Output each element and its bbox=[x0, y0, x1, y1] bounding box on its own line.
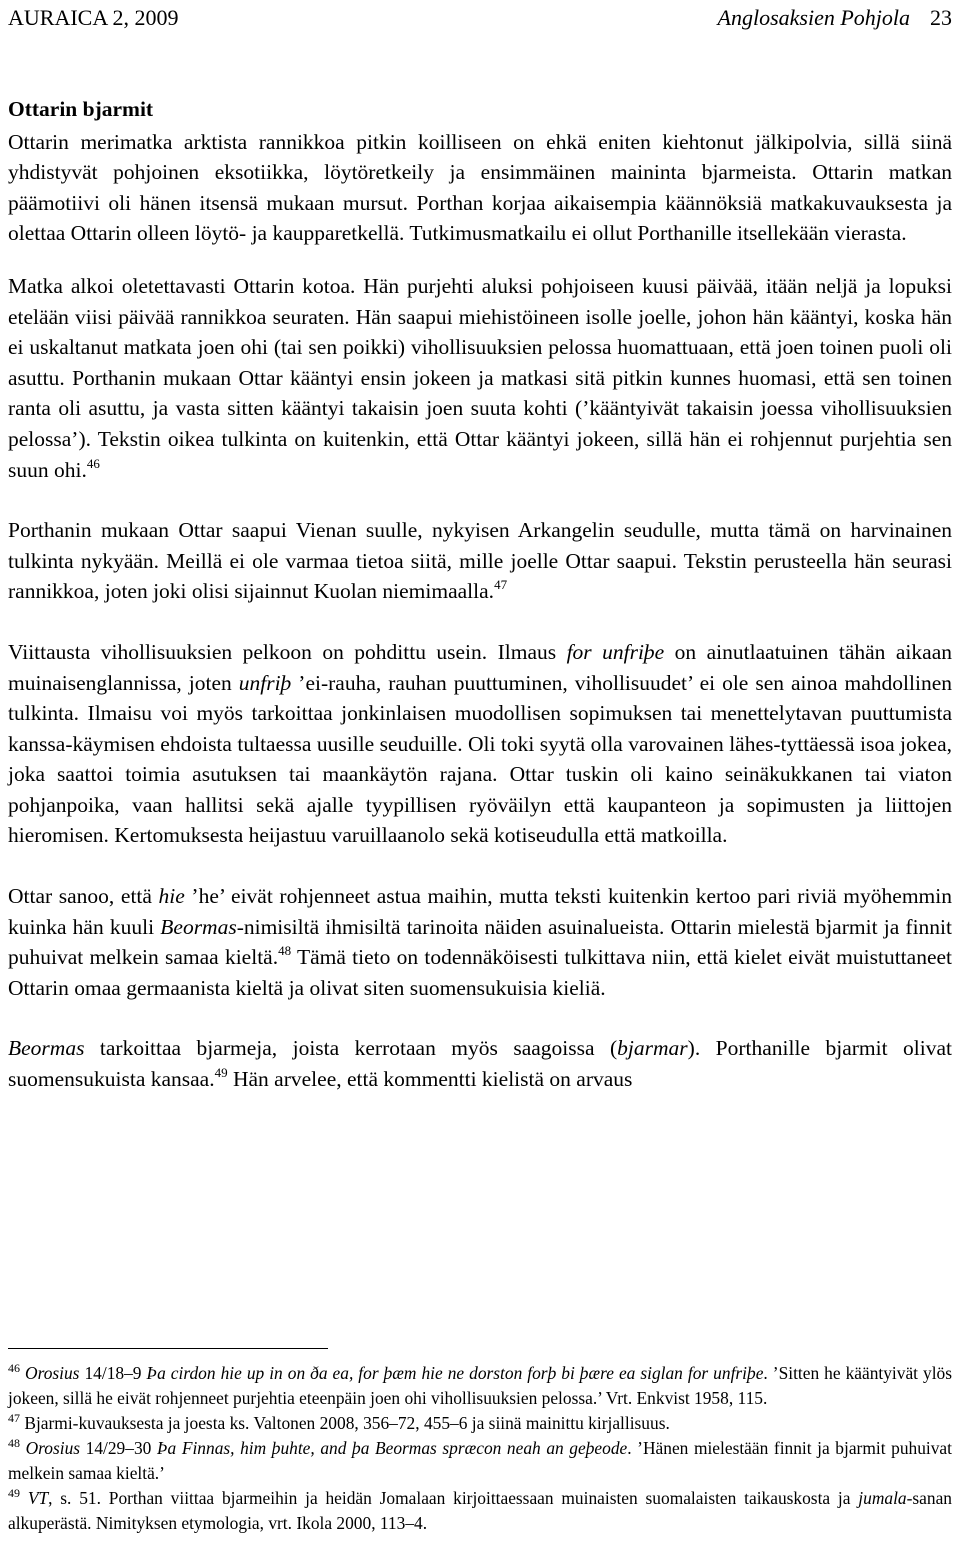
footnote-number: 49 bbox=[8, 1486, 20, 1500]
article-body bbox=[8, 94, 952, 1095]
footnote-quote: Þa Finnas, him þuhte, and þa Beormas spræcon neah an geþeode bbox=[156, 1438, 628, 1458]
footnote-text: . ’Hänen mielestään finnit ja bjarmit puhuivat melkein samaa kieltä.’ bbox=[8, 1438, 952, 1483]
paragraph-2 bbox=[8, 271, 952, 485]
paragraph-3-text: Porthanin mukaan Ottar saapui Vienan suulle, nykyisen Arkangelin seudulle, mutta tämä on harvinainen tulkinta nykyään. Meillä ei ole varmaa tietoa siitä, mille joelle Ottar saapui. Tekstin perusteella hän seurasi rannikkoa, joten joki olisi sijainnut Kuolan niemimaalla. bbox=[8, 518, 952, 604]
footnote-source: Orosius bbox=[25, 1363, 80, 1383]
footnote-text: Bjarmi-kuvauksesta ja joesta ks. Valtonen 2008, 356–72, 455–6 ja siinä mainittu kirjallisuus. bbox=[20, 1413, 670, 1433]
footnote-text: 14/29–30 bbox=[80, 1438, 157, 1458]
journal-name: AURAICA 2, 2009 bbox=[8, 5, 179, 30]
footnote-text: 14/18–9 bbox=[79, 1363, 147, 1383]
paragraph-3 bbox=[8, 515, 952, 607]
footnote-ref-49[interactable]: 49 bbox=[214, 1065, 228, 1081]
paragraph-5-text: -nimisiltä ihmisiltä tarinoita näiden asuinalueista. Ottarin mielestä bjarmit ja finnit puhuivat melkein samaa kieltä. bbox=[8, 914, 952, 970]
footnote-49 bbox=[8, 1486, 952, 1536]
footnote-47 bbox=[8, 1411, 952, 1436]
footnote-separator bbox=[8, 1348, 328, 1349]
footnote-ref-48[interactable]: 48 bbox=[278, 943, 292, 959]
paragraph-6-text: ). Porthanille bjarmit olivat suomensukuista kansaa. bbox=[8, 1036, 952, 1092]
paragraph-4-text: on ainutlaatuinen tähän aikaan muinaisenglannissa, joten bbox=[8, 639, 952, 695]
footnote-source: Orosius bbox=[25, 1438, 81, 1458]
term-bjarmar: bjarmar bbox=[617, 1036, 688, 1061]
term-beormas: Beormas bbox=[8, 1036, 85, 1061]
footnote-text: -sanan alkuperästä. Nimityksen etymologia, vrt. Ikola 2000, 113–4. bbox=[8, 1488, 952, 1533]
term-beormas: Beormas bbox=[160, 914, 237, 939]
footnote-number: 48 bbox=[8, 1436, 20, 1450]
term-hie: hie bbox=[158, 884, 185, 909]
footnote-term: jumala bbox=[858, 1488, 907, 1508]
footnote-ref-47[interactable]: 47 bbox=[494, 577, 508, 593]
footnote-46 bbox=[8, 1361, 952, 1411]
paragraph-6 bbox=[8, 1033, 952, 1094]
paragraph-6-text: Hän arvelee, että kommentti kielistä on arvaus bbox=[227, 1067, 633, 1092]
paragraph-5-text: ’he’ eivät rohjenneet astua maihin, mutta teksti kuitenkin kertoo pari riviä myöhemmin kuinka hän kuuli bbox=[8, 884, 952, 939]
paragraph-4-text: ’ei-rauha, rauhan puuttuminen, vihollisuudet’ ei ole sen ainoa mahdollinen tulkinta. Ilmaisu voi myös tarkoittaa jonkinlaisen muodollisen sopimuksen tai menettelytavan puuttumista kanssa-käymisen ehdoista tultaessa uusille seuduille. Oli toki syytä olla varovainen lähes-tyttäessä isoa jokea, joka saattoi toimia asutuksen tai maankäytön rajana. Ottar tuskin oli kaino seinäkukkanen tai viaton pohjanpoika, vaan hallitsi sekä ajalle tyypillisen ryöväilyn että kaupanteon ja sopimusten ja liittojen hieromisen. Kertomuksesta heijastuu varuillaanolo sekä kotiseudulla että matkoilla. bbox=[8, 670, 952, 848]
paragraph-4 bbox=[8, 637, 952, 851]
paragraph-4-text: Viittausta vihollisuuksien pelkoon on pohdittu usein. Ilmaus bbox=[8, 639, 567, 664]
section-title: Ottarin bjarmit bbox=[8, 97, 154, 121]
footnotes bbox=[8, 1361, 952, 1536]
footnote-number: 47 bbox=[8, 1411, 20, 1425]
paragraph-2-text: Matka alkoi oletettavasti Ottarin kotoa. Hän purjehti aluksi pohjoiseen kuusi päivää, itään neljä ja lopuksi etelään viisi päivää rannikkoa seuraten. Hän saapui miehistöineen isolle joelle, johon hän kääntyi, koska hän ei uskaltanut matkata joen ohi (tai sen poikki) vihollisuuksien pelossa huomattuaan, että joen toinen puoli oli asuttu. Porthanin mukaan Ottar kääntyi ensin jokeen ja matkasi sitä pitkin kunnes huomasi, että sen toinen ranta oli asuttu, ja vasta sitten kääntyi takaisin joen suuta kohti (’kääntyivät takaisin joessa vihollisuuksien pelossa’). Tekstin oikea tulkinta on kuitenkin, että Ottar kääntyi jokeen, sillä hän ei rohjennut purjehtia sen suun ohi. bbox=[8, 273, 952, 482]
footnote-source: VT bbox=[27, 1488, 49, 1508]
running-title: Anglosaksien Pohjola bbox=[717, 5, 910, 30]
footnote-48 bbox=[8, 1436, 952, 1486]
page-number: 23 bbox=[930, 5, 952, 30]
paragraph-5-text: Ottar sanoo, että bbox=[8, 884, 159, 909]
term-unfrith: unfriþ bbox=[238, 670, 292, 695]
footnote-text: . ’Sitten he kääntyivät ylös jokeen, sillä he eivät rohjenneet purjehtia eteenpäin joen ohi vihollisuuksien pelossa.’ Vrt. Enkvist 1958, 115. bbox=[8, 1363, 952, 1408]
header-right bbox=[718, 2, 952, 34]
footnote-number: 46 bbox=[8, 1361, 20, 1375]
footnote-ref-46[interactable]: 46 bbox=[86, 455, 100, 471]
paragraph-5-text: Tämä tieto on todennäköisesti tulkittava niin, että kielet eivät muistuttaneet Ottarin omaa germaanista kieltä ja olivat siten suomensukuisia kieliä. bbox=[8, 945, 952, 1000]
paragraph-6-text: tarkoittaa bjarmeja, joista kerrotaan myös saagoissa ( bbox=[84, 1036, 618, 1061]
paragraph-5 bbox=[8, 881, 952, 1003]
footnote-quote: Þa cirdon hie up in on ða ea, for þæm hie ne dorston forþ bi þære ea siglan for unfriþe bbox=[146, 1363, 764, 1383]
page-header bbox=[8, 2, 952, 34]
term-for-unfrithe: for unfriþe bbox=[566, 639, 665, 664]
footnote-text: , s. 51. Porthan viittaa bjarmeihin ja heidän Jomalaan kirjoittaessaan muinaisten suomalaisten taikauskosta ja bbox=[48, 1488, 859, 1508]
paragraph-1: Ottarin merimatka arktista rannikkoa pitkin koilliseen on ehkä eniten kiehtonut jälkipolvia, sillä siinä yhdistyvät pohjoinen eksotiikka, löytöretkeily ja ensimmäinen maininta bjarmeista. Ottarin matkan päämotiivi oli hänen itsensä mukaan mursut. Porthan korjaa aikaisempia käännöksiä matkakuvauksesta ja olettaa Ottarin olleen löytö- ja kaupparetkellä. Tutkimusmatkailu ei ollut Porthanille itsellekään vierasta. bbox=[8, 129, 952, 246]
